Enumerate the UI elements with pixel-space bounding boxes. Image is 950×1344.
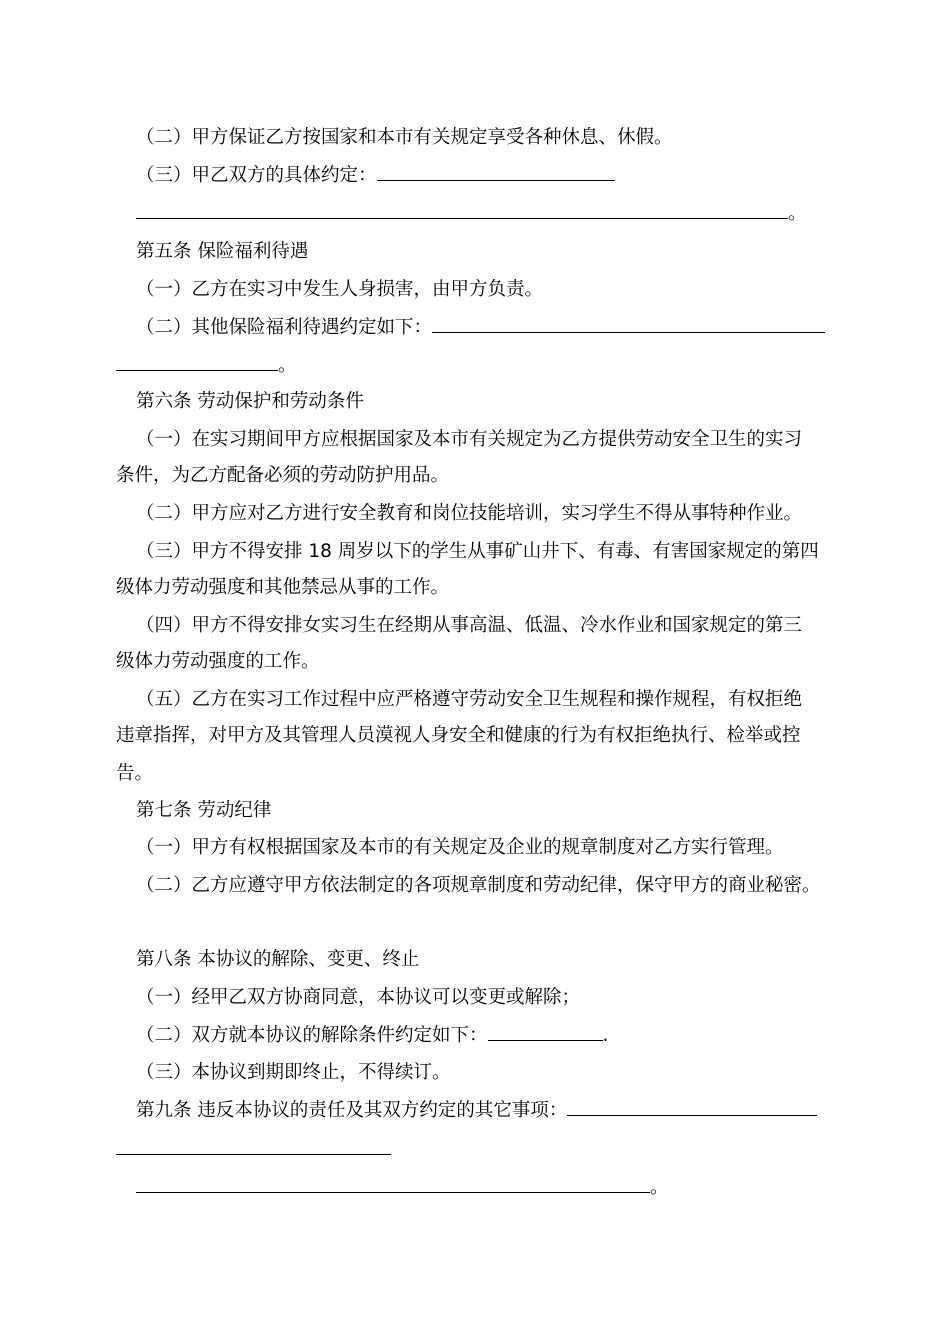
clause-8-item-3: （三）本协议到期即终止，不得续订。	[136, 1062, 451, 1083]
clause-6-item-1-cont: 条件，为乙方配备必须的劳动防护用品。	[116, 465, 450, 486]
liability-blank[interactable]	[567, 1101, 817, 1116]
clause-9-label: 第九条 违反本协议的责任及其双方约定的其它事项：	[136, 1100, 568, 1121]
clause-4-item-3-label: （三）甲乙双方的具体约定：	[136, 165, 377, 186]
liability-blank-line-2[interactable]	[116, 1154, 391, 1155]
clause-6-item-4: （四）甲方不得安排女实习生在经期从事高温、低温、冷水作业和国家规定的第三	[136, 615, 803, 636]
clause-4-item-2: （二）甲方保证乙方按国家和本市有关规定享受各种休息、休假。	[136, 127, 673, 148]
clause-6-item-4-cont: 级体力劳动强度的工作。	[116, 651, 320, 672]
clause-9-heading	[136, 1099, 817, 1123]
clause-7-item-2: （二）乙方应遵守甲方依法制定的各项规章制度和劳动纪律，保守甲方的商业秘密。	[136, 875, 821, 896]
clause-6-heading: 第六条 劳动保护和劳动条件	[136, 391, 364, 412]
clause-7-item-1: （一）甲方有权根据国家及本市的有关规定及企业的规章制度对乙方实行管理。	[136, 837, 784, 858]
termination-blank[interactable]	[488, 1026, 603, 1041]
clause-5-item-1: （一）乙方在实习中发生人身损害，由甲方负责。	[136, 279, 544, 300]
clause-4-item-3	[136, 164, 615, 188]
clause-6-item-2: （二）甲方应对乙方进行安全教育和岗位技能培训，实习学生不得从事特种作业。	[136, 503, 803, 524]
welfare-blank-continued[interactable]	[116, 356, 278, 371]
continuation-line: 。	[136, 202, 807, 226]
clause-6-item-5-cont2: 告。	[116, 763, 154, 784]
clause-8-item-2: （二）双方就本协议的解除条件约定如下： .	[136, 1025, 609, 1046]
clause-5-item-2-label: （二）其他保险福利待遇约定如下：	[136, 317, 433, 338]
clause-6-item-3: （三）甲方不得安排 18 周岁以下的学生从事矿山井下、有毒、有害国家规定的第四	[136, 541, 819, 562]
clause-8-item-1: （一）经甲乙双方协商同意，本协议可以变更或解除；	[136, 987, 581, 1008]
liability-blank-line-3[interactable]	[136, 1178, 650, 1193]
continuation-line: 。	[136, 1176, 669, 1200]
clause-6-item-5-cont: 违章指挥，对甲方及其管理人员漠视人身安全和健康的行为有权拒绝执行、检举或控	[116, 725, 801, 746]
clause-5-heading: 第五条 保险福利待遇	[136, 241, 309, 262]
continuation-line: 。	[116, 354, 297, 378]
clause-5-item-2	[136, 316, 825, 340]
agreement-blank[interactable]	[377, 166, 615, 181]
agreement-blank-continued[interactable]	[136, 204, 788, 219]
clause-8-heading: 第八条 本协议的解除、变更、终止	[136, 949, 420, 970]
clause-6-item-5: （五）乙方在实习工作过程中应严格遵守劳动安全卫生规程和操作规程，有权拒绝	[136, 689, 803, 710]
clause-6-item-1: （一）在实习期间甲方应根据国家及本市有关规定为乙方提供劳动安全卫生的实习	[136, 429, 803, 450]
clause-6-item-3-cont: 级体力劳动强度和其他禁忌从事的工作。	[116, 577, 450, 598]
clause-8-item-2-label: （二）双方就本协议的解除条件约定如下：	[136, 1025, 488, 1046]
clause-7-heading: 第七条 劳动纪律	[136, 800, 272, 821]
welfare-blank[interactable]	[432, 318, 825, 333]
